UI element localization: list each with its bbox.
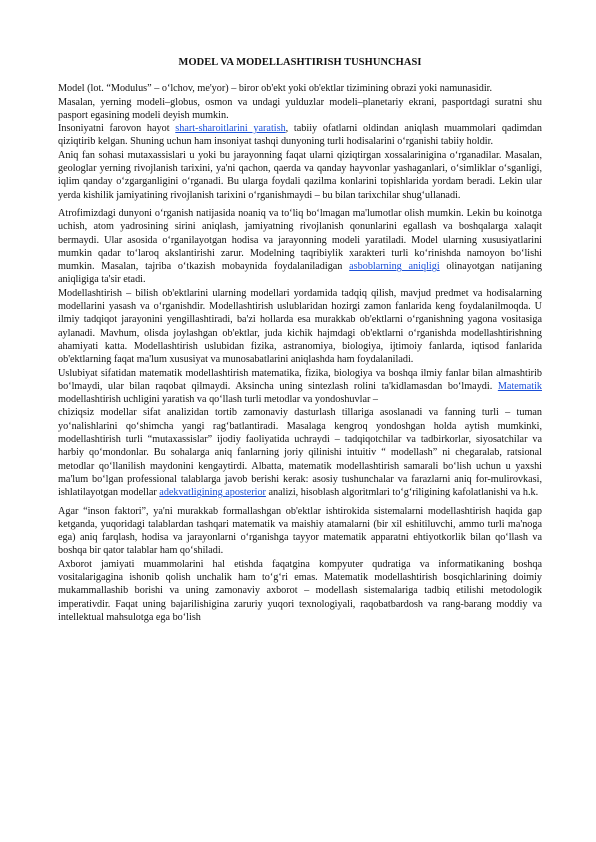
paragraph-text: modellashtirish uchligini yaratish va qoʻllash turli metodlar va yondoshuvlar – bbox=[58, 394, 378, 406]
link-asboblarning-aniqligi[interactable]: asboblarning aniqligi bbox=[349, 261, 440, 273]
paragraph-text: analizi, hisoblash algoritmlari toʻgʻriligining kafolatlanishi va h.k. bbox=[265, 487, 539, 499]
paragraph-text: olinayotgan natijaning aniqligiga ta'sir etadi. bbox=[58, 261, 542, 286]
paragraph-human-factor: Agar “inson faktori”, ya'ni murakkab formallashgan ob'ektlar ishtirokida sistemalarni modellashtirish haqida gap ketganda, yuqoridagi talablardan tashqari matematik va maishiy atamalarni (bir xil eshitiluvchi, ammo turli ma'noga ega) aniq farqlash, hodisa va jarayonlarni oʻrganishga tayyor matematik apparatni ehtiyotkorlik bilan qoʻllash va boshqa bir qator talablar ham qoʻshiladi. bbox=[58, 505, 542, 557]
paragraph-specialists: Aniq fan sohasi mutaxassislari u yoki bu jarayonning faqat ularni qiziqtirgan xossalarinigina oʻrganadilar. Masalan, geologlar yerning rivojlanish tarixini, ya'ni qachon, qaerda va qanday hayvonlar yashaganlari, oʻsimliklar oʻsganligi, iqlim qanday oʻzgarganligini oʻrganadi. Bu ularga foydali qazilma konlarini topishlarida yordam beradi. Lekin ular yerda kishilik jamiyatining rivojlanish tarixini oʻrganishmaydi – bu bilan tarixchilar shugʻullanadi. bbox=[58, 149, 542, 201]
paragraph-methodology bbox=[58, 367, 542, 407]
document-page bbox=[58, 56, 542, 624]
link-adekvatligining-aposterior[interactable]: adekvatligining aposterior bbox=[159, 487, 266, 499]
paragraph-world-study bbox=[58, 207, 542, 287]
paragraph-text: Uslubiyat sifatidan matematik modellashtirish matematika, fizika, biologiya va boshqa ilmiy fanlar bilan almashtirib boʻlmaydi, ular bilan raqobat qilmaydi. Aksincha uning sintezlash rolini ta'kidlamasdan boʻlmaydi. bbox=[58, 367, 542, 392]
link-shart-sharoitlarini-yaratish[interactable]: shart-sharoitlarini yaratish bbox=[175, 123, 286, 135]
paragraph-text: Atrofimizdagi dunyoni oʻrganish natijasida noaniq va toʻliq boʻlmagan ma'lumotlar olish mumkin. Lekin bu koinotga uchish, atom yadrosining sirini aniqlash, jamiyatning rivojlanish qonunlarini egallash va boshqalarga xalaqit bermaydi. Ular asosida oʻrganilayotgan hodisa va jarayonning modeli yaratiladi. Model ularning xususiyatlarini mumkin qadar toʻlaroq akslantirishi zarur. Modelning taqribiylik xarakteri turli koʻrinishda namoyon boʻlishi mumkin. Masalan, tajriba oʻtkazish mobaynida foydalaniladigan bbox=[58, 207, 542, 273]
paragraph-humanity-interest bbox=[58, 122, 542, 149]
paragraph-modelling-definition: Modellashtirish – bilish ob'ektlarini ularning modellari yordamida tadqiq qilish, mavjud predmet va hodisalarning modellarini yasash va oʻrganishdir. Modellashtirish uslublaridan hozirgi zamon fanlarida keng foydalanilmoqda. U ilmiy tadqiqot jarayonini yengillashtiradi, ba'zi hollarda esa murakkab ob'ektlarni oʻrganishning yagona vositasiga aylanadi. Mavhum, olisda joylashgan ob'ektlar, juda kichik hajmdagi ob'ektlarni oʻrganishda modellashtirishning ahamiyati katta. Modellashtirish uslubidan fizika, astranomiya, biologiya, ijtimoiy fanlarda, iqtisod fanlarida ob'ektlarning faqat ma'lum xususiyat va munosabatlarini aniqlashda ham foydalaniladi. bbox=[58, 287, 542, 366]
paragraph-model-definition: Model (lot. “Modulus” – oʻlchov, me'yor) – biror ob'ekt yoki ob'ektlar tizimining obrazi yoki namunasidir. bbox=[58, 83, 493, 95]
paragraph-text: chiziqsiz modellar sifat analizidan tortib zamonaviy dasturlash tillariga asoslanadi va fanning turli – tuman yoʻnalishlarini qoʻshimcha yangi ragʻbatlantiradi. Masalaga kengroq yondoshgan holda aytish mumkinki, modellashtirish turli “mutaxassislar” ijodiy faoliyatida uchraydi – tadqiqotchilar va tadbirkorlar, siyosatchilar va harbiy qoʻmondonlar. Bu sohalarga aniq fanlarning joriy qilinishi intuitiv “ modellash” ni chegaralab, ratsional metodlar qoʻllanilish maydonini kengaytirdi. Albatta, matematik modellashtirish samarali boʻlish uchun u yaxshi ma'lum boʻlgan professional talablarga javob berishi kerak: asosiy tushunchalar va farazlarni aniq for-mulirovkasi, ishlatilayotgan modellar bbox=[58, 407, 542, 499]
paragraph-text: , tabiiy ofatlarni oldindan aniqlash muammolari qadimdan qiziqtirib kelgan. Shuning uchun ham insoniyat tashqi dunyoning turli hodisalarini oʻrganishi tabiiy holdir. bbox=[58, 123, 543, 148]
paragraph-nonlinear-models bbox=[58, 406, 542, 499]
paragraph-information-society: Axborot jamiyati muammolarini hal etishda faqatgina kompyuter qudratiga va informatikaning boshqa vositalarigagina ishonib qolish unchalik ham toʻgʻri emas. Matematik modellashtirish bosqichlarining doimiy mukammallashib borishi va uning zamonaviy axborot – modellash sistemalariga tadbiq etilishi metodologik imperativdir. Faqat uning bajarilishigina zaruriy yuqori texnologiyali, raqobatbardosh va rang-barang moddiy va intellektual mahsulotga ega boʻlish bbox=[58, 558, 542, 623]
link-matematik[interactable]: Matematik bbox=[497, 380, 542, 392]
paragraph-text: Insoniyatni farovon hayot bbox=[58, 123, 176, 135]
paragraph-model-examples: Masalan, yerning modeli–globus, osmon va undagi yulduzlar modeli–planetariy ekrani, pasportdagi suratni shu pasport egasining modeli deyish mumkin. bbox=[58, 96, 542, 121]
document-title: MODEL VA MODELLASHTIRISH TUSHUNCHASI bbox=[178, 57, 422, 68]
